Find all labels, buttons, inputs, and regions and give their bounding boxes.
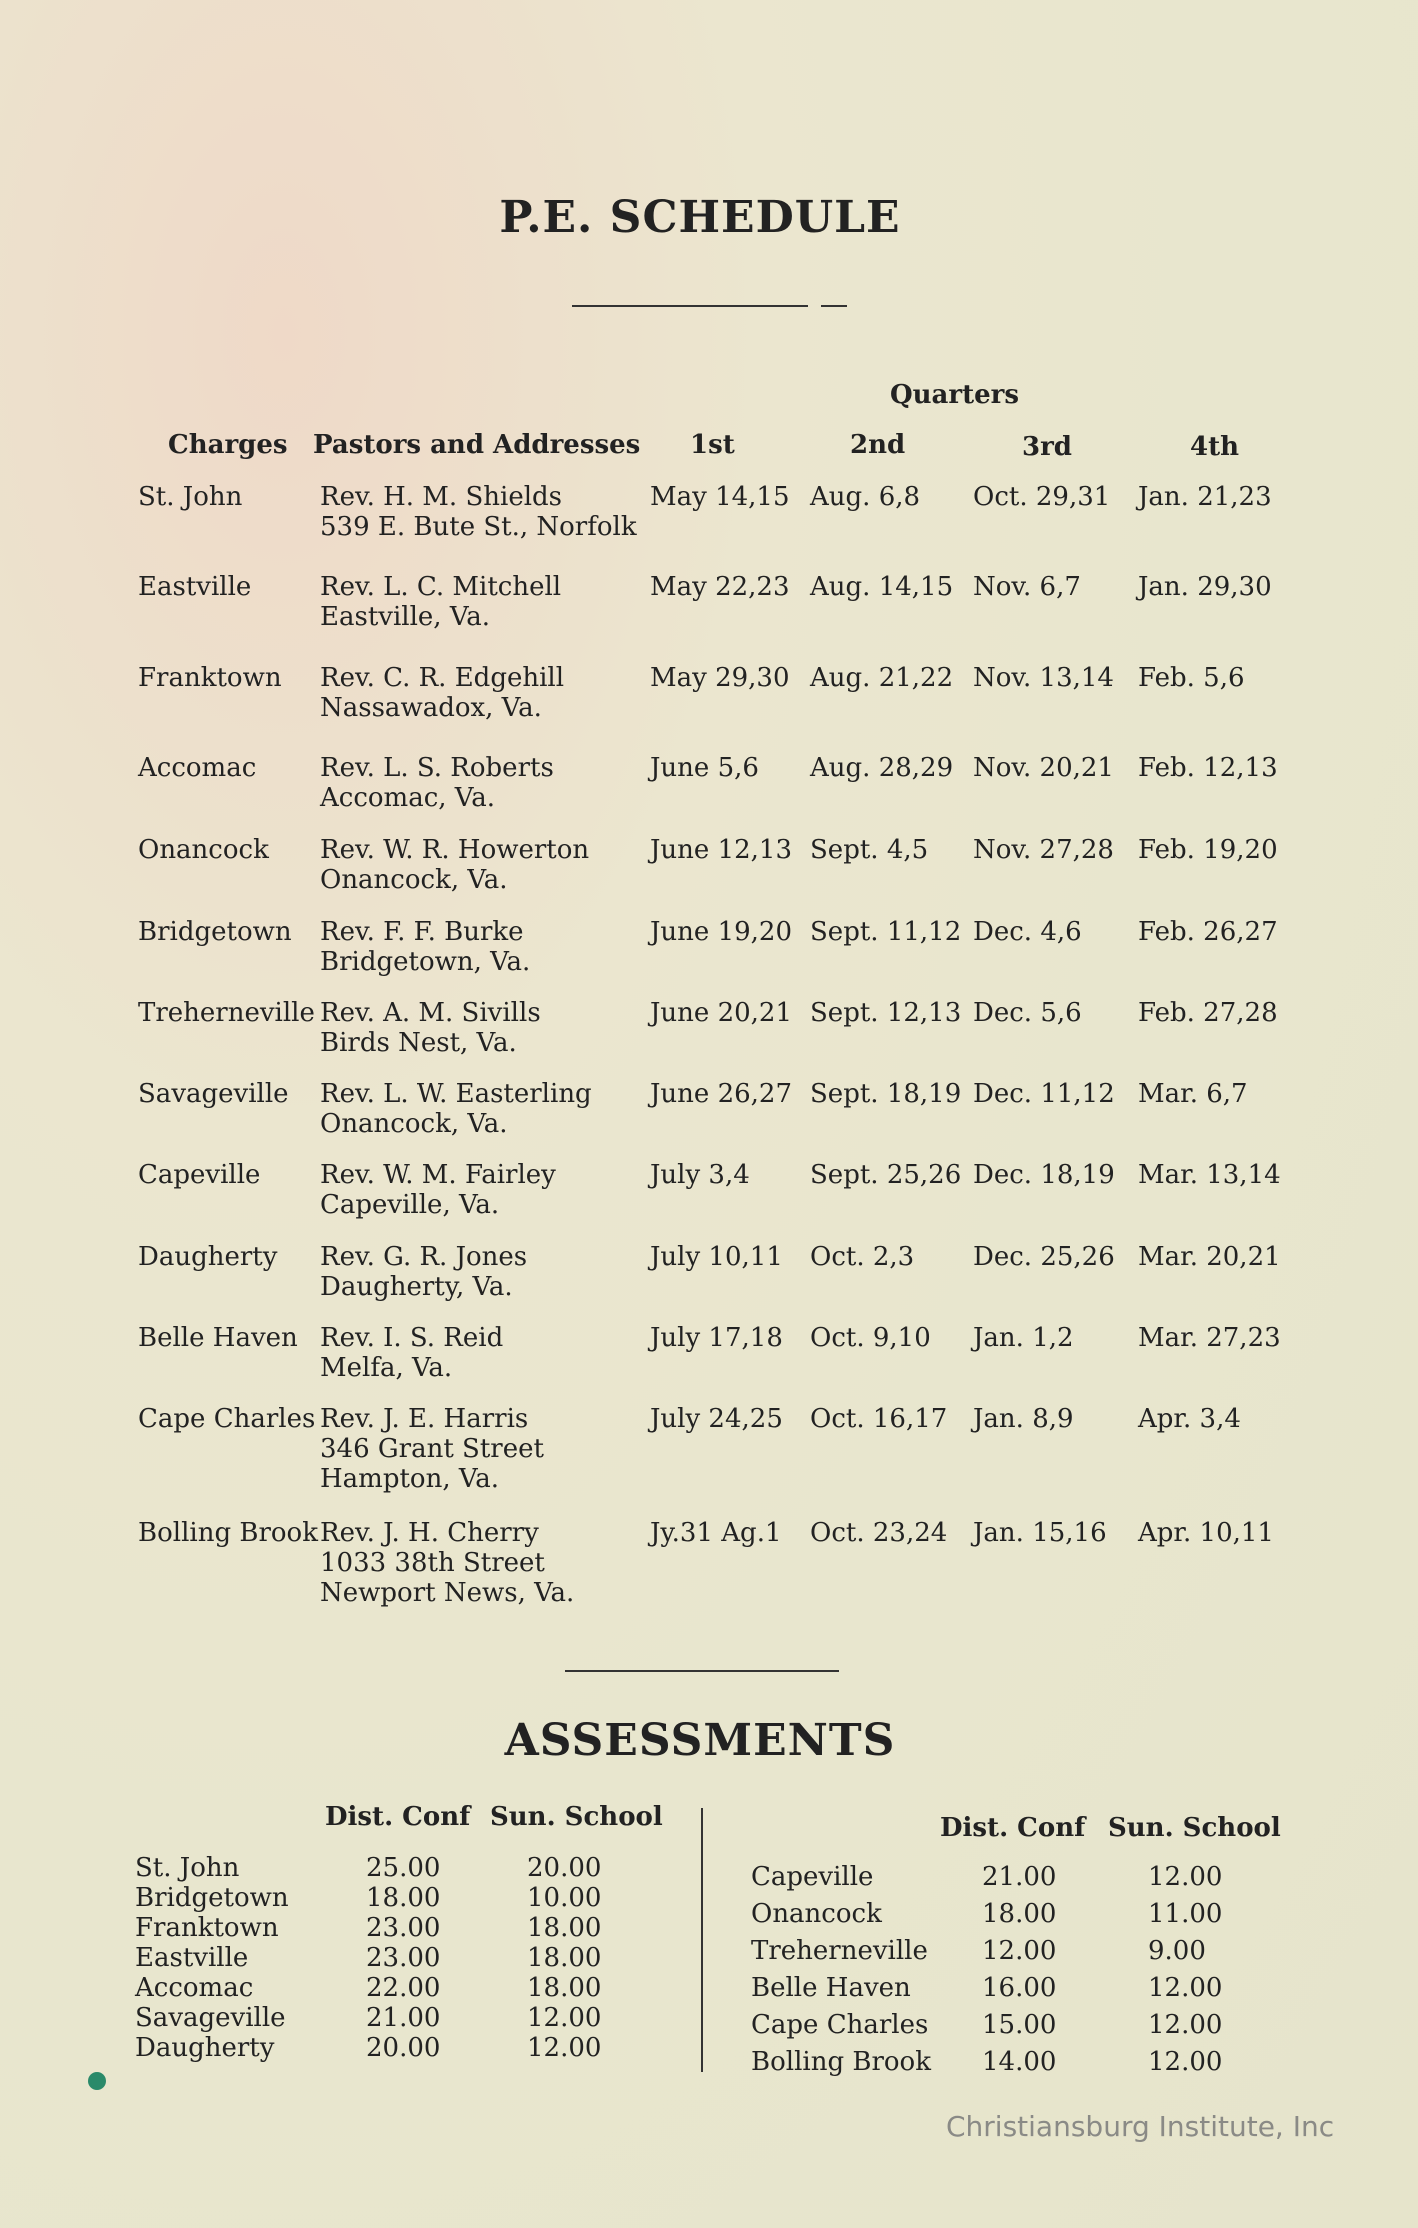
- watermark-text: Christiansburg Institute, Inc: [946, 2110, 1335, 2143]
- row-quarter-4: Mar. 13,14: [1138, 1160, 1281, 1190]
- row-pastor-address: Rev. A. M. Sivills Birds Nest, Va.: [320, 998, 541, 1058]
- row-quarter-2: Aug. 14,15: [810, 572, 954, 602]
- row-quarter-3: Dec. 11,12: [973, 1079, 1115, 1109]
- row-charge: St. John: [138, 482, 243, 512]
- assessment-sun-school: 11.00: [1148, 1899, 1223, 1929]
- row-quarter-4: Apr. 3,4: [1138, 1404, 1241, 1434]
- row-quarter-3: Oct. 29,31: [973, 482, 1111, 512]
- row-quarter-2: Aug. 28,29: [810, 753, 954, 783]
- row-quarter-2: Oct. 23,24: [810, 1518, 948, 1548]
- assessment-sun-school: 9.00: [1148, 1936, 1206, 1966]
- quarters-label: Quarters: [890, 380, 1019, 410]
- assessment-sun-school: 18.00: [527, 1973, 602, 2003]
- row-quarter-1: July 10,11: [650, 1242, 783, 1272]
- assessment-sun-school: 18.00: [527, 1913, 602, 1943]
- row-quarter-3: Nov. 27,28: [973, 835, 1114, 865]
- assessment-sun-school: 10.00: [527, 1883, 602, 1913]
- assessment-dist-conf: 22.00: [366, 1973, 441, 2003]
- header-q3: 3rd: [1022, 432, 1072, 462]
- row-quarter-1: June 26,27: [650, 1079, 792, 1109]
- row-quarter-3: Dec. 18,19: [973, 1160, 1115, 1190]
- row-pastor-address: Rev. J. H. Cherry 1033 38th Street Newport News, Va.: [320, 1518, 575, 1608]
- ink-spot: [88, 2072, 106, 2090]
- assessments-title: ASSESSMENTS: [504, 1715, 896, 1766]
- row-quarter-3: Nov. 13,14: [973, 663, 1114, 693]
- row-quarter-1: July 24,25: [650, 1404, 783, 1434]
- assessment-sun-school: 12.00: [1148, 1973, 1223, 2003]
- assessment-sun-school: 12.00: [527, 2033, 602, 2063]
- row-pastor-address: Rev. F. F. Burke Bridgetown, Va.: [320, 917, 531, 977]
- assessment-sun-school: 12.00: [1148, 1862, 1223, 1892]
- row-quarter-3: Dec. 5,6: [973, 998, 1082, 1028]
- row-quarter-1: May 14,15: [650, 482, 790, 512]
- assessments-divider: [565, 1670, 839, 1672]
- row-quarter-4: Feb. 26,27: [1138, 917, 1278, 947]
- row-charge: Savageville: [138, 1079, 289, 1109]
- row-quarter-2: Sept. 12,13: [810, 998, 962, 1028]
- row-charge: Accomac: [138, 753, 257, 783]
- row-pastor-address: Rev. W. R. Howerton Onancock, Va.: [320, 835, 590, 895]
- assess-left-header-dist: Dist. Conf: [325, 1802, 471, 1832]
- assessment-dist-conf: 23.00: [366, 1943, 441, 1973]
- assessment-dist-conf: 16.00: [982, 1973, 1057, 2003]
- assessment-dist-conf: 20.00: [366, 2033, 441, 2063]
- row-quarter-4: Feb. 19,20: [1138, 835, 1278, 865]
- row-quarter-1: June 20,21: [650, 998, 792, 1028]
- row-charge: Capeville: [138, 1160, 261, 1190]
- row-quarter-1: May 22,23: [650, 572, 790, 602]
- assessment-dist-conf: 21.00: [366, 2003, 441, 2033]
- assessment-dist-conf: 23.00: [366, 1913, 441, 1943]
- row-quarter-2: Sept. 11,12: [810, 917, 962, 947]
- row-quarter-2: Sept. 4,5: [810, 835, 929, 865]
- assessment-sun-school: 20.00: [527, 1853, 602, 1883]
- assessment-sun-school: 12.00: [527, 2003, 602, 2033]
- row-quarter-4: Feb. 12,13: [1138, 753, 1278, 783]
- row-quarter-1: May 29,30: [650, 663, 790, 693]
- row-charge: Treherneville: [138, 998, 315, 1028]
- row-quarter-1: June 5,6: [650, 753, 759, 783]
- assessment-dist-conf: 18.00: [982, 1899, 1057, 1929]
- row-quarter-1: June 19,20: [650, 917, 792, 947]
- assessment-sun-school: 18.00: [527, 1943, 602, 1973]
- row-quarter-3: Dec. 25,26: [973, 1242, 1115, 1272]
- header-q2: 2nd: [850, 430, 906, 460]
- row-quarter-4: Jan. 29,30: [1138, 572, 1272, 602]
- row-charge: Bolling Brook: [138, 1518, 318, 1548]
- row-quarter-2: Sept. 25,26: [810, 1160, 962, 1190]
- row-pastor-address: Rev. L. C. Mitchell Eastville, Va.: [320, 572, 562, 632]
- assessment-charge: Capeville: [751, 1862, 874, 1892]
- assessment-charge: Treherneville: [751, 1936, 928, 1966]
- row-pastor-address: Rev. C. R. Edgehill Nassawadox, Va.: [320, 663, 565, 723]
- assessment-dist-conf: 25.00: [366, 1853, 441, 1883]
- title-divider: [572, 305, 808, 307]
- row-quarter-2: Oct. 2,3: [810, 1242, 915, 1272]
- row-quarter-2: Oct. 9,10: [810, 1323, 931, 1353]
- assessment-dist-conf: 18.00: [366, 1883, 441, 1913]
- row-pastor-address: Rev. H. M. Shields 539 E. Bute St., Norfolk: [320, 482, 637, 542]
- assessment-dist-conf: 15.00: [982, 2010, 1057, 2040]
- row-quarter-4: Feb. 27,28: [1138, 998, 1278, 1028]
- row-quarter-2: Sept. 18,19: [810, 1079, 962, 1109]
- header-q1: 1st: [690, 430, 735, 460]
- row-charge: Cape Charles: [138, 1404, 316, 1434]
- row-pastor-address: Rev. G. R. Jones Daugherty, Va.: [320, 1242, 528, 1302]
- row-quarter-2: Aug. 21,22: [810, 663, 954, 693]
- assessment-charge: Franktown: [135, 1913, 279, 1943]
- row-quarter-3: Jan. 15,16: [973, 1518, 1107, 1548]
- row-quarter-1: June 12,13: [650, 835, 792, 865]
- row-quarter-3: Jan. 8,9: [973, 1404, 1074, 1434]
- assessment-charge: Cape Charles: [751, 2010, 929, 2040]
- row-pastor-address: Rev. W. M. Fairley Capeville, Va.: [320, 1160, 556, 1220]
- assessment-charge: St. John: [135, 1853, 240, 1883]
- assess-right-header-sun: Sun. School: [1108, 1813, 1281, 1843]
- row-quarter-4: Apr. 10,11: [1138, 1518, 1274, 1548]
- row-quarter-2: Oct. 16,17: [810, 1404, 948, 1434]
- row-quarter-3: Dec. 4,6: [973, 917, 1082, 947]
- schedule-title: P.E. SCHEDULE: [499, 192, 901, 243]
- row-pastor-address: Rev. J. E. Harris 346 Grant Street Hampton, Va.: [320, 1404, 544, 1494]
- header-pastors: Pastors and Addresses: [313, 430, 641, 460]
- row-charge: Belle Haven: [138, 1323, 298, 1353]
- assessment-charge: Savageville: [135, 2003, 286, 2033]
- row-quarter-1: July 17,18: [650, 1323, 783, 1353]
- assessment-dist-conf: 14.00: [982, 2047, 1057, 2077]
- assessment-charge: Belle Haven: [751, 1973, 911, 2003]
- row-quarter-1: Jy.31 Ag.1: [650, 1518, 782, 1548]
- assessment-charge: Bolling Brook: [751, 2047, 931, 2077]
- row-quarter-1: July 3,4: [650, 1160, 750, 1190]
- assessment-dist-conf: 12.00: [982, 1936, 1057, 1966]
- row-quarter-3: Nov. 6,7: [973, 572, 1081, 602]
- row-charge: Bridgetown: [138, 917, 292, 947]
- assessment-charge: Eastville: [135, 1943, 249, 1973]
- assessment-charge: Onancock: [751, 1899, 882, 1929]
- row-quarter-4: Feb. 5,6: [1138, 663, 1245, 693]
- assess-left-header-sun: Sun. School: [490, 1802, 663, 1832]
- assess-right-header-dist: Dist. Conf: [940, 1813, 1086, 1843]
- row-pastor-address: Rev. L. W. Easterling Onancock, Va.: [320, 1079, 592, 1139]
- assessments-column-divider: [701, 1808, 703, 2072]
- row-charge: Franktown: [138, 663, 282, 693]
- row-quarter-2: Aug. 6,8: [810, 482, 921, 512]
- assessment-sun-school: 12.00: [1148, 2010, 1223, 2040]
- row-quarter-3: Jan. 1,2: [973, 1323, 1074, 1353]
- row-quarter-4: Mar. 27,23: [1138, 1323, 1281, 1353]
- title-divider-dash: [821, 305, 847, 307]
- row-pastor-address: Rev. I. S. Reid Melfa, Va.: [320, 1323, 504, 1383]
- row-quarter-4: Jan. 21,23: [1138, 482, 1272, 512]
- row-charge: Onancock: [138, 835, 269, 865]
- assessment-sun-school: 12.00: [1148, 2047, 1223, 2077]
- assessment-charge: Accomac: [135, 1973, 254, 2003]
- assessment-charge: Bridgetown: [135, 1883, 289, 1913]
- row-quarter-4: Mar. 20,21: [1138, 1242, 1281, 1272]
- header-q4: 4th: [1190, 432, 1240, 462]
- header-charges: Charges: [168, 430, 288, 460]
- row-charge: Daugherty: [138, 1242, 278, 1272]
- row-quarter-3: Nov. 20,21: [973, 753, 1114, 783]
- row-quarter-4: Mar. 6,7: [1138, 1079, 1248, 1109]
- assessment-dist-conf: 21.00: [982, 1862, 1057, 1892]
- assessment-charge: Daugherty: [135, 2033, 275, 2063]
- row-pastor-address: Rev. L. S. Roberts Accomac, Va.: [320, 753, 554, 813]
- row-charge: Eastville: [138, 572, 252, 602]
